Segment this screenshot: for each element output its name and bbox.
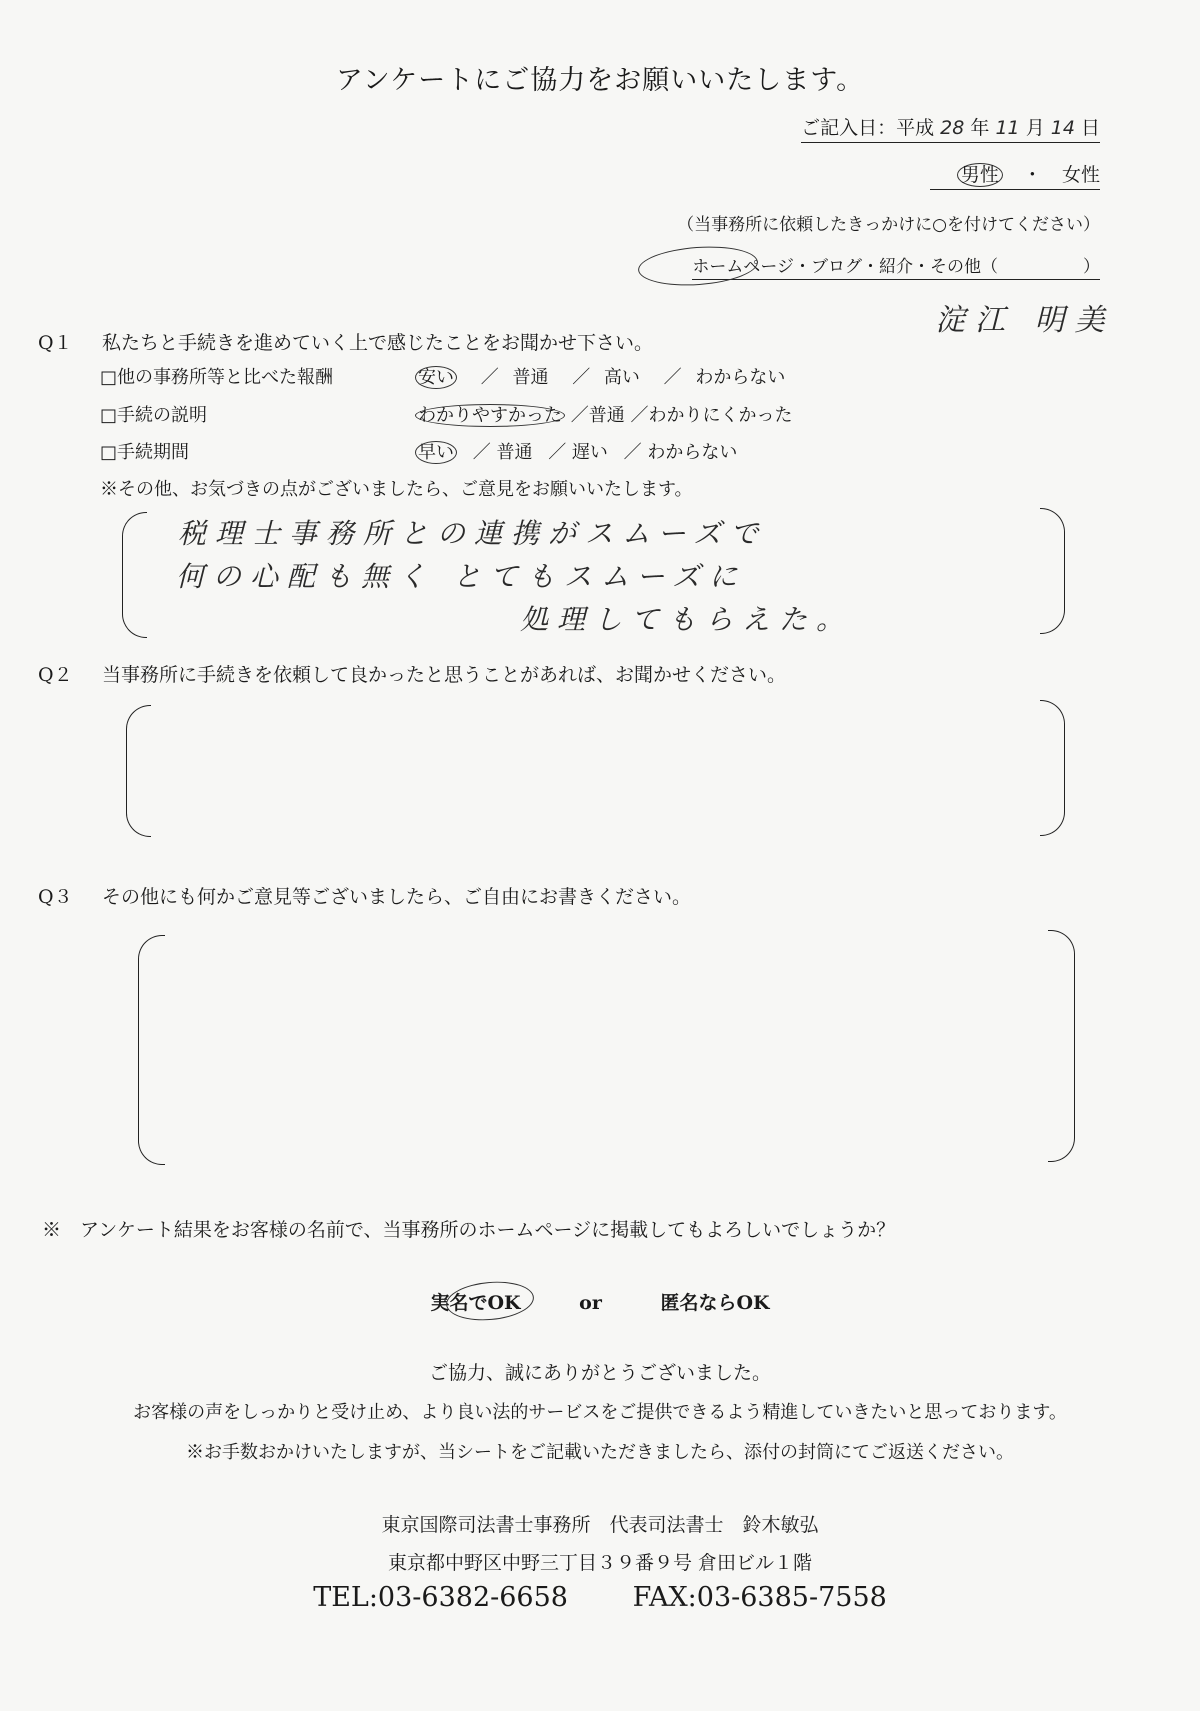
closing-thanks: ご協力、誠にありがとうございました。: [428, 1362, 771, 1384]
q2-answer-right-bracket: [1040, 700, 1065, 836]
option-unclear[interactable]: ／わかりにくかった: [630, 405, 793, 426]
option-fast[interactable]: 早い: [415, 441, 457, 464]
option-normal[interactable]: ／ 普通: [480, 367, 549, 388]
referral-sources[interactable]: ホームページ・ブログ・紹介・その他（ ）: [692, 252, 1100, 280]
q1-comment-line: 税理士事務所との連携がスムーズで: [178, 517, 768, 550]
option-unknown[interactable]: ／ わからない: [623, 442, 738, 463]
publish-or: or: [579, 1292, 602, 1314]
q2-heading: [38, 660, 786, 687]
closing-return-note: ※お手数おかけいたしますが、当シートをご記載いただきましたら、添付の封筒にてご返送ください。: [186, 1442, 1014, 1463]
q3-answer-area[interactable]: [175, 940, 1035, 1155]
q2-answer-left-bracket: [126, 705, 151, 837]
option-clear[interactable]: わかりやすかった: [415, 404, 565, 427]
q1-question: 私たちと手続きを進めていく上で感じたことをお聞かせ下さい。: [102, 332, 654, 354]
respondent-name: 淀江 明美: [935, 303, 1115, 338]
gender-male[interactable]: 男性: [957, 163, 1003, 187]
q1-heading: [38, 328, 653, 355]
option-slow[interactable]: ／ 遅い: [548, 442, 608, 463]
q3-answer-left-bracket: [138, 935, 165, 1165]
date-day-unit: 日: [1080, 117, 1100, 139]
footer-contact: [0, 1582, 1200, 1613]
q3-heading: [38, 882, 691, 909]
q3-answer-right-bracket: [1048, 930, 1075, 1162]
date-month: 11: [995, 117, 1020, 139]
publish-option-anonymous[interactable]: 匿名ならOK: [660, 1292, 770, 1314]
date-month-unit: 月: [1025, 117, 1045, 139]
q1-other-prompt: ※その他、お気づきの点がございましたら、ご意見をお願いいたします。: [100, 479, 693, 500]
option-normal[interactable]: ／ 普通: [472, 442, 533, 463]
q1-fee-options[interactable]: [415, 363, 785, 389]
date-label: ご記入日：平成: [801, 117, 935, 139]
gender-field: [930, 160, 1100, 190]
footer-fax: FAX:03-6385-7558: [632, 1582, 887, 1613]
q3-question: その他にも何かご意見等ございましたら、ご自由にお書きください。: [102, 886, 692, 908]
closing-message: お客様の声をしっかりと受け止め、より良い法的サービスをご提供できるよう精進していきたいと思っております。: [133, 1402, 1067, 1423]
publish-option-real-name[interactable]: 実名でOK: [430, 1292, 521, 1314]
publish-selected-circle: [445, 1278, 536, 1324]
entry-date: [801, 113, 1100, 143]
q1-item-duration[interactable]: [100, 438, 189, 464]
q1-comment-line: 何の心配も無く とてもスムーズに: [176, 560, 747, 593]
gender-separator: ・: [1022, 164, 1042, 186]
q1-item-duration-label: □手続期間: [100, 442, 190, 463]
q1-explanation-options[interactable]: [415, 401, 792, 427]
footer-address: 東京都中野区中野三丁目３９番９号 倉田ビル１階: [387, 1552, 813, 1574]
q1-comment-right-bracket: [1040, 508, 1065, 634]
q1-comment-left-bracket: [122, 512, 147, 638]
publish-options: [0, 1288, 1200, 1315]
option-unknown[interactable]: ／ わからない: [663, 367, 786, 388]
publish-question: ※ アンケート結果をお客様の名前で、当事務所のホームページに掲載してもよろしいでしょうか？: [42, 1219, 896, 1241]
q1-number: Q１: [38, 332, 73, 354]
gender-female[interactable]: 女性: [1061, 164, 1100, 186]
q2-number: Q２: [38, 664, 73, 686]
q2-question: 当事務所に手続きを依頼して良かったと思うことがあれば、お聞かせください。: [102, 664, 787, 686]
survey-title: アンケートにご協力をお願いいたします。: [335, 65, 865, 96]
q1-duration-options[interactable]: [415, 438, 737, 464]
footer-tel: TEL:03-6382-6658: [313, 1582, 568, 1613]
q2-answer-area[interactable]: [160, 710, 1030, 830]
date-year-unit: 年: [970, 117, 990, 139]
date-day: 14: [1050, 117, 1075, 139]
trigger-note: （当事務所に依頼したきっかけに○を付けてください）: [677, 215, 1100, 235]
q1-comment-line: 処理してもらえた。: [520, 603, 854, 636]
option-cheap[interactable]: 安い: [415, 366, 457, 389]
q1-item-explanation[interactable]: [100, 401, 207, 427]
date-year: 28: [940, 117, 965, 139]
option-expensive[interactable]: ／ 高い: [572, 367, 640, 388]
q1-item-explanation-label: □手続の説明: [100, 405, 208, 426]
footer-office: 東京国際司法書士事務所 代表司法書士 鈴木敏弘: [381, 1514, 819, 1536]
q1-item-fee[interactable]: [100, 363, 333, 389]
option-normal[interactable]: ／普通: [570, 405, 625, 426]
q3-number: Q３: [38, 886, 73, 908]
q1-item-fee-label: □他の事務所等と比べた報酬: [100, 367, 334, 388]
source-selected-circle: [637, 243, 759, 289]
